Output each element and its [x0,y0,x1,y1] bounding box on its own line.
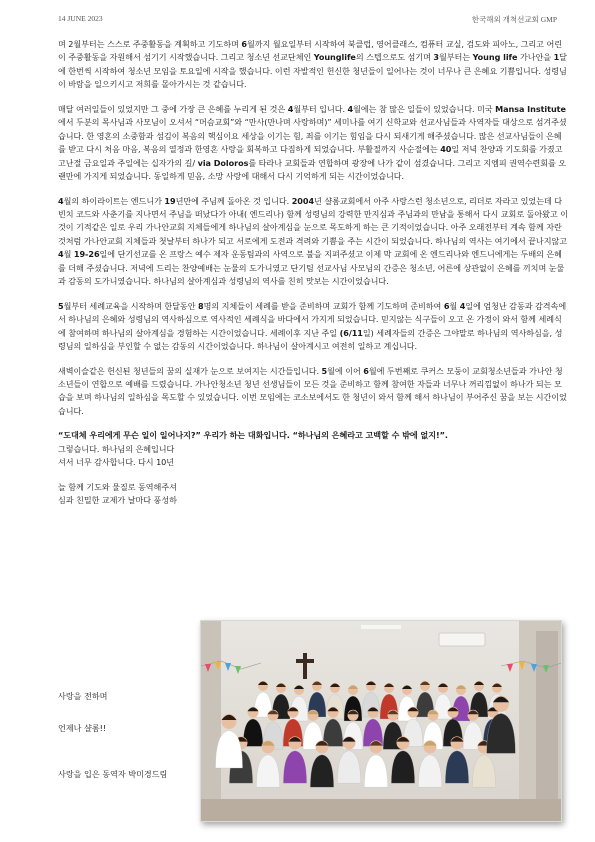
letter-body [58,38,568,508]
header-date: 14 JUNE 2023 [58,14,103,23]
bold-run-0: “도대체 우리에게 무슨 일이 일어나지?” 우리가 하는 대화입니다. “하나님의 은혜라고 고백할 수 밖에 없지!”. [58,430,448,441]
bold-run-0: 5 [58,300,64,311]
text-run-2: 월에 이어 [327,365,364,376]
group-photo [200,620,562,822]
text-run-0: 새벽이슬같은 헌신된 청년들의 꿈의 실재가 눈으로 보여지는 시간들입니다. [58,365,322,376]
bold-run-6: 4 [459,300,466,311]
text-run-2: 월부터 입니다. [293,103,348,114]
bold-run-3: 4 [347,103,354,114]
bold-run-1: 4 [287,103,294,114]
text-run-8: 가나안을 [517,52,554,63]
bold-run-8: (6/11 [339,327,363,338]
text-run-3: 명의 지체들이 세례를 받을 준비하며 교회가 함께 기도하며 준비하여 [203,300,444,311]
text-run-7: 월 [63,249,74,260]
bold-run-2: 19 [164,195,176,206]
text-run-9: 일에 단기선교를 온 프랑스 예수 제자 운동팀과의 사역으로 불을 지펴주셨고 이제 막 교회에 온 엔드리나와 엔드니에게는 두배의 은혜를 더해 주셨습니다. 저녁에 드리는 찬양예배는 눈물의 도가니였고 단기팀 선교사님 사모님의 간증은 청소년, 어른에 상관없이 은혜를 끼치며 눈물과 감동의 도가니였습니다. 하나님의 살아계심과 성령님의 역사를 친히 맛보는 시간이었습니다. [58,249,565,287]
text-run-3: 년만에 주님께 돌아온 것 입니다. [175,195,292,206]
bold-run-0: 4 [58,195,64,206]
text-run-1: 월의 하이라이트는 엔드니가 [63,195,165,206]
text-run-7: 일에 엄청난 감동과 감격속에서 하나님의 은혜와 성령님의 역사하심으로 역사적인 세례식을 바다에서 가지게 되었습니다. 믿지않는 식구들이 오고 온 가정이 와서 함께 세례식에 참여하며 하나님의 살아계심을 경험하는 시간이었습니다. 세례이후 지난 주일 [58,300,567,338]
bold-run-5: Mansa Institute [495,103,566,114]
text-run-6: 월부터는 [438,52,473,63]
bold-run-5: 3 [433,52,439,63]
header-organization: 한국해외 개척선교회 GMP [471,15,557,24]
page-header [58,14,557,26]
closing-quote [58,429,568,442]
closing-line-2: 셔서 너무 감사합니다. 다시 10년 [58,457,175,468]
bold-run-4: 6 [443,300,450,311]
text-run-4: 월에는 참 많은 일들이 있었습니다. 미국 [353,103,496,114]
text-run-8: 일 저녁 찬양과 기도회를 가졌고 고난절 금요일과 주일에는 십자가의 길/ [58,144,563,168]
bold-run-8: 19-26 [73,249,100,260]
signoff-love: 사랑을 전하며 [58,691,108,701]
paragraph-3 [58,195,568,289]
paragraph-5 [58,365,568,419]
signoff-always: 언제나 샬롬!! [58,723,107,733]
bold-run-7: Young life [472,52,518,63]
text-run-4: 의 스텝으로도 섬기며 [355,52,434,63]
bold-run-1: 6 [241,39,247,49]
prayer-line-1: 늘 함께 기도와 물질로 동역해주셔 [58,481,177,492]
text-run-0: 매달 여러일들이 있었지만 그 중에 가장 큰 은혜를 누리게 된 것은 [58,103,288,114]
bold-run-1: 5 [321,365,328,376]
text-run-6: 에서 두분의 목사님과 사모님이 오셔서 “머슴교회”와 “만사(만나며 사랑하며)” 세미나를 여기 신학교와 선교사님들과 사역자들 대상으로 섬겨주셨습니다. 한 영혼의 소중함과 섬김이 복음의 핵심이요 세상을 이기는 힘, 죄를 이기는 힘임을 다시 되새기게 해주셨습니다. 많은 선교사님들이 은혜를 받고 다시 처음 마음, 복음의 열정과 한영혼 사랑을 회복하고 다짐하게 되었습니다. 부활절까지 사순절에는 [58,117,567,155]
bold-run-4: 2004 [291,195,315,206]
text-run-2: 월까지 월요일부터 시작하여 북클럽, 영어클래스, 컴퓨터 교실, 검도와 피아노, 그리고 어린이 주중활동을 자원해서 섬기기 시작했습니다. 그리고 청소년 선교단체인 [58,39,562,63]
signoff-signature: 사랑을 입은 동역자 박미경드림 [58,769,168,779]
text-run-0: 며 2월부터는 스스로 주중활동을 계획하고 기도하며 [58,39,242,49]
text-run-1: 월부터 세례교육을 시작하며 한달동안 [63,300,198,311]
bold-run-9: via Doloros [197,157,249,168]
cross-icon [303,653,307,679]
paragraph-1 [58,38,568,92]
closing-line-1: 그렇습니다. 하나님의 은혜입니다 [58,443,175,454]
group-photo-illustration [201,621,561,821]
paragraph-2 [58,103,568,184]
bold-run-9: 1 [553,52,560,63]
text-run-10: 를 타라나 교회들과 연합하며 광장에 나가 같이 섬겼습니다. 그리고 지엠피 권역수련회를 오랜만에 가지게 되었습니다. 동일하게 믿음, 소망 사랑에 대해서 다시 기억하게 되는 시간이었습니다. [58,157,567,182]
text-run-5: 월 [449,300,460,311]
bold-run-3: 6 [363,365,369,376]
text-run-10: 달에 한번씩 시작하여 청소년 모임을 토요일에 시작을 했습니다. 이런 자발적인 헌신한 청년들이 일어나는 것이 너무나 큰 은혜요 기쁨입니다. 성령님이 바람을 일으키시고 저희를 몰아가시는 것 같습니다. [58,52,567,90]
text-run-5: 년 샬롬교회에서 아주 사랑스런 청소년으로, 리더로 자라고 있었는데 다빈치 코드와 사춘기를 지나면서 주님을 떠났다가 아내( 엔드리나) 함께 성령님의 강력한 만지심과 주님과의 만남을 통해서 다시 교회로 돌아왔고 이것이 기적같은 일로 우리 가나안교회 지체들에게 하나님의 살아계심을 눈으로 목도하게 하는 큰 기적이었습니다. 아주 오래전부터 계속 함께 자란 것처럼 가나안교회 지체들과 첫날부터 하나가 되고 서로에게 도전과 격려와 기쁨을 주는 시간이 되었습니다. 하나님의 역사는 여기에서 끝나지않고 [58,195,568,246]
bold-run-2: 8 [197,300,204,311]
text-run-4: 월에 두번째로 쿠커스 모둥이 교회청소년들과 가나안 청소년들이 연합으로 예배를 드렸습니다. 가나안청소년 청년 선생님들이 모든 것을 준비하고 함께 참여한 자들과 너무나 꺼리낌없이 하나가 되는 모습을 보며 하나님의 일하심을 목도할 수 있었습니다. 이번 모임에는 코소보에서도 한 청년이 와서 함께 해서 하나님이 부어주신 꿈을 보는 시간이었습니다. [58,365,567,416]
bold-run-7: 40 [440,144,452,155]
bold-run-6: 4 [58,249,64,260]
prayer-line-2: 심과 친밀한 교제가 날마다 풍성하 [58,495,177,506]
paragraph-4 [58,300,568,354]
bold-run-3: Younglife [313,52,356,63]
text-run-9: 일) 세례자들의 간증은 그야말로 하나님의 역사하심을, 성령님의 일하심을 부인할 수 없는 감동의 시간이었습니다. 하나님이 살아계시고 여전히 일하고 계십니다. [58,327,563,352]
